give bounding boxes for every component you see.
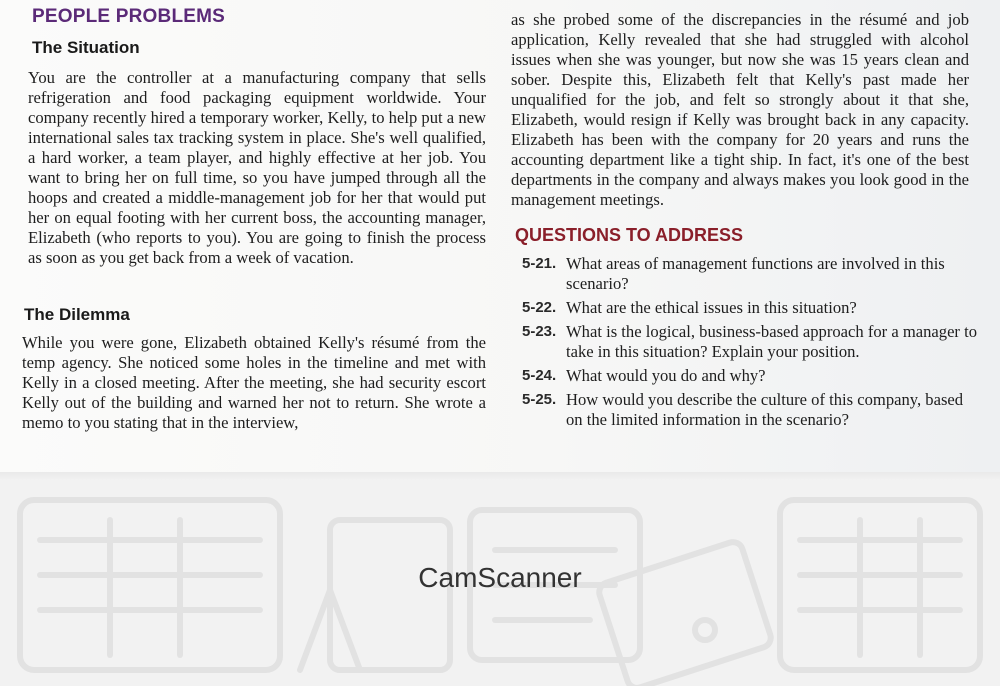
question-text: What areas of management functions are involved in this scenario? bbox=[566, 254, 945, 293]
question-text: What is the logical, business-based approach for a manager to take in this situation? Explain your position. bbox=[566, 322, 978, 361]
question-number: 5-24. bbox=[522, 367, 557, 384]
question-number: 5-22. bbox=[522, 299, 557, 316]
situation-heading: The Situation bbox=[32, 38, 140, 57]
questions-list bbox=[508, 254, 978, 434]
page-edge bbox=[0, 472, 1000, 480]
question-item bbox=[508, 298, 978, 318]
question-number: 5-23. bbox=[522, 323, 557, 340]
section-heading: PEOPLE PROBLEMS bbox=[32, 6, 226, 27]
question-number: 5-21. bbox=[522, 255, 557, 272]
dilemma-text-right: as she probed some of the discrepancies in the résumé and job application, Kelly revealed that she had struggled with alcohol issues when she was younger, but now she was 15 years clean and sober. Despite this, Elizabeth felt that Kelly's past made her unqualified for the job, and felt so strongly about it that she, Elizabeth, would resign if Kelly was brought back in any capacity. Elizabeth has been with the company for 20 years and runs the accounting department like a tight ship. In fact, it's one of the best departments in the company and always makes you look good in the management meetings. bbox=[511, 10, 969, 209]
dilemma-text-left: While you were gone, Elizabeth obtained Kelly's résumé from the temp agency. She noticed some holes in the timeline and met with Kelly in a closed meeting. After the meeting, she had security escort Kelly out of the building and warned her not to return. She wrote a memo to you stating that in the interview, bbox=[22, 333, 486, 432]
question-text: What are the ethical issues in this situation? bbox=[566, 298, 857, 317]
camscanner-brand-label: CamScanner bbox=[418, 562, 582, 593]
question-number: 5-25. bbox=[522, 391, 557, 408]
question-item bbox=[508, 390, 978, 430]
dilemma-heading: The Dilemma bbox=[24, 305, 130, 324]
question-item bbox=[508, 254, 978, 294]
question-item bbox=[508, 322, 978, 362]
questions-heading: QUESTIONS TO ADDRESS bbox=[515, 225, 744, 245]
question-text: How would you describe the culture of this company, based on the limited information in the scenario? bbox=[566, 390, 964, 429]
question-item bbox=[508, 366, 978, 386]
question-text: What would you do and why? bbox=[566, 366, 766, 385]
situation-text: You are the controller at a manufacturing company that sells refrigeration and food packaging equipment worldwide. Your company recently hired a temporary worker, Kelly, to help put a new international sales tax tracking system in place. She's well qualified, a hard worker, a team player, and highly effective at her job. You want to bring her on full time, so you have jumped through all the hoops and created a middle-management job for her that would put her on equal footing with her current boss, the accounting manager, Elizabeth (who reports to you). You are going to finish the process as soon as you get back from a week of vacation. bbox=[28, 68, 486, 267]
